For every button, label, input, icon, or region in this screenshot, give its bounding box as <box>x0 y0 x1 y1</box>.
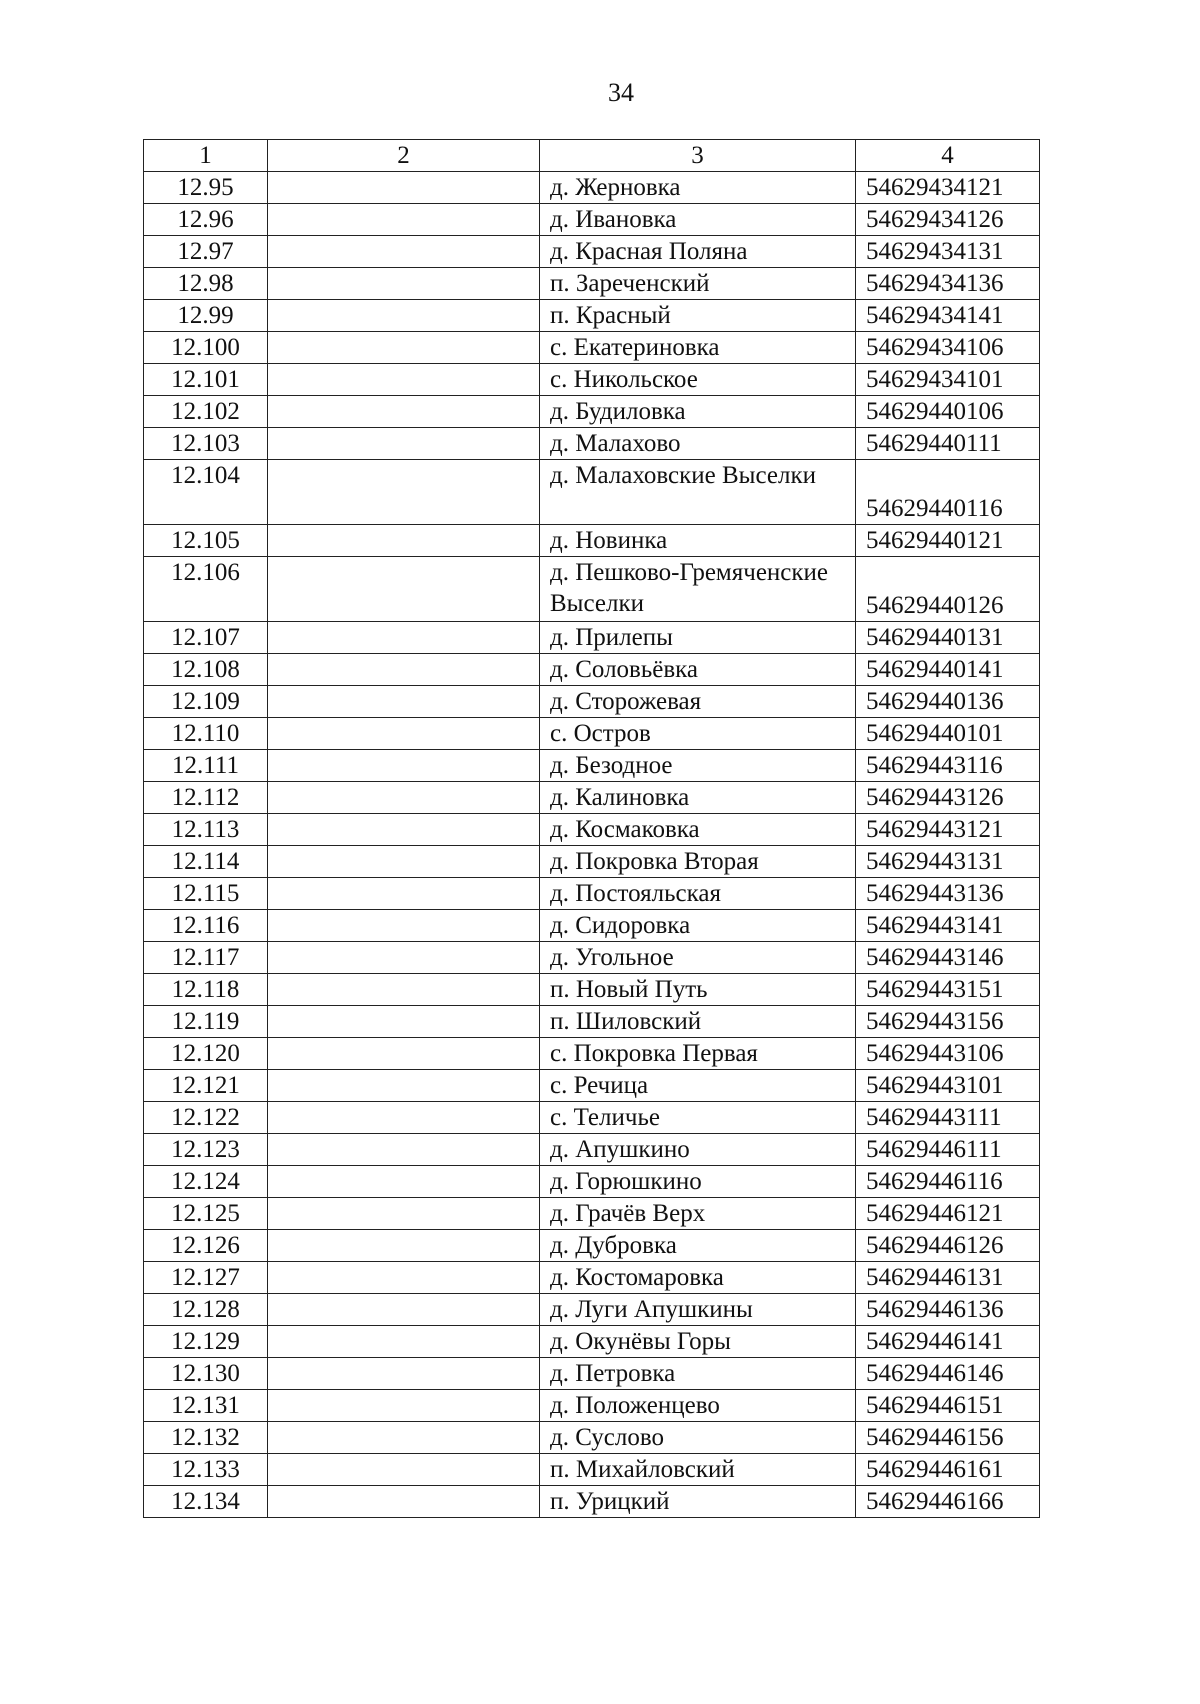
page-number: 34 <box>608 78 634 107</box>
empty-cell <box>268 332 540 364</box>
oktmo-code-cell: 54629434136 <box>856 268 1040 300</box>
settlement-name-cell: д. Калиновка <box>540 782 856 814</box>
row-number-cell: 12.114 <box>144 846 268 878</box>
oktmo-code-cell: 54629446166 <box>856 1486 1040 1518</box>
settlement-name-cell: д. Покровка Вторая <box>540 846 856 878</box>
row-number-cell: 12.102 <box>144 396 268 428</box>
settlement-name-cell: д. Костомаровка <box>540 1262 856 1294</box>
row-number-cell: 12.129 <box>144 1326 268 1358</box>
row-number-cell: 12.100 <box>144 332 268 364</box>
empty-cell <box>268 1070 540 1102</box>
empty-cell <box>268 814 540 846</box>
table-row <box>144 332 1040 364</box>
row-number-cell: 12.112 <box>144 782 268 814</box>
oktmo-code-cell: 54629446151 <box>856 1390 1040 1422</box>
header-row <box>144 140 1040 172</box>
oktmo-code-cell: 54629434126 <box>856 204 1040 236</box>
oktmo-code-cell: 54629446116 <box>856 1166 1040 1198</box>
oktmo-code-cell: 54629446136 <box>856 1294 1040 1326</box>
row-number-cell: 12.107 <box>144 622 268 654</box>
row-number-cell: 12.108 <box>144 654 268 686</box>
oktmo-code-cell: 54629434101 <box>856 364 1040 396</box>
settlement-name-cell: п. Михайловский <box>540 1454 856 1486</box>
settlement-name-cell: д. Горюшкино <box>540 1166 856 1198</box>
oktmo-code-cell: 54629446111 <box>856 1134 1040 1166</box>
row-number-cell: 12.96 <box>144 204 268 236</box>
table-row <box>144 172 1040 204</box>
empty-cell <box>268 268 540 300</box>
row-number-cell: 12.116 <box>144 910 268 942</box>
empty-cell <box>268 364 540 396</box>
oktmo-code-cell: 54629434106 <box>856 332 1040 364</box>
oktmo-code-cell: 54629440126 <box>856 557 1040 622</box>
empty-cell <box>268 460 540 525</box>
row-number-cell: 12.122 <box>144 1102 268 1134</box>
oktmo-code-cell: 54629443156 <box>856 1006 1040 1038</box>
oktmo-code-cell: 54629443101 <box>856 1070 1040 1102</box>
row-number-cell: 12.126 <box>144 1230 268 1262</box>
empty-cell <box>268 428 540 460</box>
table-row <box>144 942 1040 974</box>
oktmo-code-cell: 54629446161 <box>856 1454 1040 1486</box>
settlement-name-cell: с. Речица <box>540 1070 856 1102</box>
oktmo-code-cell: 54629446126 <box>856 1230 1040 1262</box>
oktmo-code-cell: 54629446146 <box>856 1358 1040 1390</box>
settlements-table <box>143 139 1040 1518</box>
header-col-3: 3 <box>540 140 856 172</box>
settlement-name-cell: д. Сторожевая <box>540 686 856 718</box>
oktmo-code-cell: 54629434141 <box>856 300 1040 332</box>
settlement-name-cell: д. Грачёв Верх <box>540 1198 856 1230</box>
table-row <box>144 782 1040 814</box>
settlement-name-cell: д. Соловьёвка <box>540 654 856 686</box>
empty-cell <box>268 1454 540 1486</box>
empty-cell <box>268 172 540 204</box>
row-number-cell: 12.132 <box>144 1422 268 1454</box>
oktmo-code-cell: 54629440116 <box>856 460 1040 525</box>
empty-cell <box>268 1166 540 1198</box>
table-row <box>144 846 1040 878</box>
empty-cell <box>268 846 540 878</box>
row-number-cell: 12.124 <box>144 1166 268 1198</box>
table-row <box>144 525 1040 557</box>
settlements-table-container <box>143 139 1039 1518</box>
empty-cell <box>268 396 540 428</box>
settlement-name-cell: д. Малахово <box>540 428 856 460</box>
table-row <box>144 428 1040 460</box>
empty-cell <box>268 878 540 910</box>
settlement-name-cell: п. Зареченский <box>540 268 856 300</box>
table-row <box>144 622 1040 654</box>
row-number-cell: 12.105 <box>144 525 268 557</box>
table-row <box>144 1134 1040 1166</box>
table-row <box>144 1454 1040 1486</box>
settlement-name-cell: д. Прилепы <box>540 622 856 654</box>
table-row <box>144 1262 1040 1294</box>
oktmo-code-cell: 54629443116 <box>856 750 1040 782</box>
row-number-cell: 12.123 <box>144 1134 268 1166</box>
table-row <box>144 236 1040 268</box>
settlement-name-cell: д. Сидоровка <box>540 910 856 942</box>
oktmo-code-cell: 54629440101 <box>856 718 1040 750</box>
row-number-cell: 12.133 <box>144 1454 268 1486</box>
oktmo-code-cell: 54629443121 <box>856 814 1040 846</box>
oktmo-code-cell: 54629443126 <box>856 782 1040 814</box>
row-number-cell: 12.99 <box>144 300 268 332</box>
settlement-name-cell: с. Остров <box>540 718 856 750</box>
row-number-cell: 12.115 <box>144 878 268 910</box>
settlement-name-cell: д. Апушкино <box>540 1134 856 1166</box>
row-number-cell: 12.134 <box>144 1486 268 1518</box>
empty-cell <box>268 622 540 654</box>
table-row <box>144 654 1040 686</box>
table-row <box>144 878 1040 910</box>
table-row <box>144 1230 1040 1262</box>
empty-cell <box>268 942 540 974</box>
row-number-cell: 12.111 <box>144 750 268 782</box>
oktmo-code-cell: 54629443151 <box>856 974 1040 1006</box>
settlement-name-cell: д. Красная Поляна <box>540 236 856 268</box>
empty-cell <box>268 557 540 622</box>
empty-cell <box>268 1358 540 1390</box>
row-number-cell: 12.97 <box>144 236 268 268</box>
empty-cell <box>268 910 540 942</box>
header-col-4: 4 <box>856 140 1040 172</box>
empty-cell <box>268 1422 540 1454</box>
settlement-name-cell: с. Екатериновка <box>540 332 856 364</box>
row-number-cell: 12.121 <box>144 1070 268 1102</box>
oktmo-code-cell: 54629446131 <box>856 1262 1040 1294</box>
header-col-1: 1 <box>144 140 268 172</box>
oktmo-code-cell: 54629440106 <box>856 396 1040 428</box>
oktmo-code-cell: 54629443146 <box>856 942 1040 974</box>
empty-cell <box>268 525 540 557</box>
empty-cell <box>268 782 540 814</box>
empty-cell <box>268 1230 540 1262</box>
row-number-cell: 12.113 <box>144 814 268 846</box>
table-row <box>144 686 1040 718</box>
table-row <box>144 1070 1040 1102</box>
settlement-name-cell: д. Угольное <box>540 942 856 974</box>
table-row <box>144 1390 1040 1422</box>
oktmo-code-cell: 54629443136 <box>856 878 1040 910</box>
settlement-name-cell: п. Шиловский <box>540 1006 856 1038</box>
settlement-name-cell: д. Новинка <box>540 525 856 557</box>
empty-cell <box>268 1038 540 1070</box>
oktmo-code-cell: 54629440141 <box>856 654 1040 686</box>
table-row <box>144 1006 1040 1038</box>
empty-cell <box>268 1486 540 1518</box>
empty-cell <box>268 686 540 718</box>
oktmo-code-cell: 54629440121 <box>856 525 1040 557</box>
table-row <box>144 1102 1040 1134</box>
empty-cell <box>268 1134 540 1166</box>
oktmo-code-cell: 54629440136 <box>856 686 1040 718</box>
table-row <box>144 1358 1040 1390</box>
row-number-cell: 12.127 <box>144 1262 268 1294</box>
table-row <box>144 396 1040 428</box>
table-row <box>144 1294 1040 1326</box>
oktmo-code-cell: 54629434131 <box>856 236 1040 268</box>
table-row <box>144 1198 1040 1230</box>
oktmo-code-cell: 54629446121 <box>856 1198 1040 1230</box>
empty-cell <box>268 1102 540 1134</box>
oktmo-code-cell: 54629446156 <box>856 1422 1040 1454</box>
empty-cell <box>268 974 540 1006</box>
table-row <box>144 1326 1040 1358</box>
row-number-cell: 12.125 <box>144 1198 268 1230</box>
settlement-name-cell: с. Никольское <box>540 364 856 396</box>
row-number-cell: 12.106 <box>144 557 268 622</box>
row-number-cell: 12.95 <box>144 172 268 204</box>
table-row <box>144 750 1040 782</box>
oktmo-code-cell: 54629443141 <box>856 910 1040 942</box>
settlement-name-cell: д. Положенцево <box>540 1390 856 1422</box>
empty-cell <box>268 1390 540 1422</box>
table-body <box>144 172 1040 1518</box>
settlement-name-cell: д. Постояльская <box>540 878 856 910</box>
table-row <box>144 364 1040 396</box>
settlement-name-cell: д. Ивановка <box>540 204 856 236</box>
settlement-name-cell: п. Урицкий <box>540 1486 856 1518</box>
settlement-name-cell: п. Новый Путь <box>540 974 856 1006</box>
settlement-name-cell: д. Будиловка <box>540 396 856 428</box>
empty-cell <box>268 750 540 782</box>
row-number-cell: 12.128 <box>144 1294 268 1326</box>
settlement-name-cell: д. Малаховские Выселки <box>540 460 856 525</box>
table-row <box>144 910 1040 942</box>
row-number-cell: 12.119 <box>144 1006 268 1038</box>
settlement-name-cell: д. Петровка <box>540 1358 856 1390</box>
empty-cell <box>268 654 540 686</box>
settlement-name-cell: д. Безодное <box>540 750 856 782</box>
empty-cell <box>268 1262 540 1294</box>
empty-cell <box>268 236 540 268</box>
table-row <box>144 300 1040 332</box>
empty-cell <box>268 1294 540 1326</box>
oktmo-code-cell: 54629434121 <box>856 172 1040 204</box>
row-number-cell: 12.130 <box>144 1358 268 1390</box>
table-row <box>144 268 1040 300</box>
row-number-cell: 12.101 <box>144 364 268 396</box>
empty-cell <box>268 1006 540 1038</box>
row-number-cell: 12.131 <box>144 1390 268 1422</box>
empty-cell <box>268 1326 540 1358</box>
table-row <box>144 557 1040 622</box>
empty-cell <box>268 204 540 236</box>
settlement-name-cell: д. Космаковка <box>540 814 856 846</box>
oktmo-code-cell: 54629443106 <box>856 1038 1040 1070</box>
table-row <box>144 718 1040 750</box>
row-number-cell: 12.98 <box>144 268 268 300</box>
table-row <box>144 1038 1040 1070</box>
settlement-name-cell: д. Суслово <box>540 1422 856 1454</box>
table-row <box>144 204 1040 236</box>
row-number-cell: 12.120 <box>144 1038 268 1070</box>
settlement-name-cell: д. Жерновка <box>540 172 856 204</box>
oktmo-code-cell: 54629440131 <box>856 622 1040 654</box>
table-row <box>144 814 1040 846</box>
settlement-name-cell: с. Теличье <box>540 1102 856 1134</box>
table-row <box>144 1166 1040 1198</box>
row-number-cell: 12.117 <box>144 942 268 974</box>
empty-cell <box>268 300 540 332</box>
settlement-name-cell: д. Окунёвы Горы <box>540 1326 856 1358</box>
row-number-cell: 12.118 <box>144 974 268 1006</box>
settlement-name-cell: д. Дубровка <box>540 1230 856 1262</box>
oktmo-code-cell: 54629440111 <box>856 428 1040 460</box>
settlement-name-cell: п. Красный <box>540 300 856 332</box>
row-number-cell: 12.103 <box>144 428 268 460</box>
row-number-cell: 12.110 <box>144 718 268 750</box>
oktmo-code-cell: 54629443131 <box>856 846 1040 878</box>
oktmo-code-cell: 54629446141 <box>856 1326 1040 1358</box>
settlement-name-cell: д. Пешково-Гремяченские Выселки <box>540 557 856 622</box>
table-row <box>144 460 1040 525</box>
empty-cell <box>268 718 540 750</box>
settlement-name-cell: с. Покровка Первая <box>540 1038 856 1070</box>
table-row <box>144 974 1040 1006</box>
oktmo-code-cell: 54629443111 <box>856 1102 1040 1134</box>
settlement-name-cell: д. Луги Апушкины <box>540 1294 856 1326</box>
row-number-cell: 12.109 <box>144 686 268 718</box>
header-col-2: 2 <box>268 140 540 172</box>
row-number-cell: 12.104 <box>144 460 268 525</box>
empty-cell <box>268 1198 540 1230</box>
table-row <box>144 1422 1040 1454</box>
table-row <box>144 1486 1040 1518</box>
